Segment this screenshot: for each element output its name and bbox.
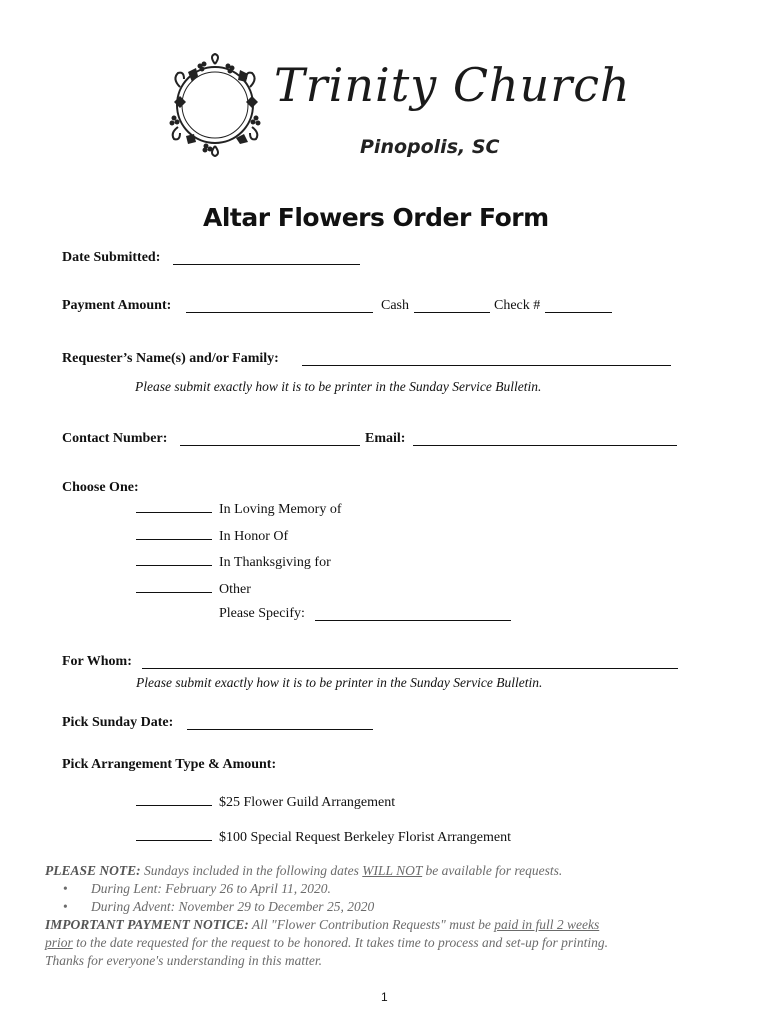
advent-dates-item [67,899,374,915]
choose-option-honor[interactable] [136,527,288,545]
requester-label: Requester’s Name(s) and/or Family: [62,351,279,366]
please-note-text: Sundays included in the following dates [140,863,363,878]
lent-dates-item [67,881,331,897]
check-label: Check # [494,298,541,313]
payment-notice-emphasis: paid in full 2 weeks [494,917,600,932]
arrangement-label: Pick Arrangement Type & Amount: [62,757,277,772]
arrangement-option-label: $25 Flower Guild Arrangement [219,795,396,810]
arrangement-option-25[interactable] [136,793,395,811]
payment-notice-line2 [45,935,608,951]
choice-blank[interactable] [136,500,212,513]
choose-option-thanksgiving[interactable] [136,553,331,571]
email-field[interactable] [413,431,677,446]
arrangement-option-label: $100 Special Request Berkeley Florist Arrangement [219,830,511,845]
payment-amount-label: Payment Amount: [62,298,172,313]
date-submitted-label: Date Submitted: [62,250,161,265]
choice-blank[interactable] [136,553,212,566]
check-number-field[interactable] [545,298,612,313]
church-location: Pinopolis, SC [360,136,500,158]
choose-option-other[interactable] [136,580,251,598]
form-title: Altar Flowers Order Form [203,203,549,232]
choose-option-label: Other [219,582,251,597]
grapevine-wreath-icon [160,52,270,158]
requester-name-field[interactable] [302,351,671,366]
please-note-emphasis: WILL NOT [362,863,423,878]
choice-blank[interactable] [136,828,212,841]
payment-notice-emphasis-2: prior [45,935,73,950]
choose-option-label: In Honor Of [219,529,289,544]
please-note [45,863,562,879]
payment-notice-line3: Thanks for everyone's understanding in this matter. [45,953,322,968]
payment-notice-heading: IMPORTANT PAYMENT NOTICE: [45,917,249,932]
contact-number-field[interactable] [180,431,360,446]
choice-blank[interactable] [136,527,212,540]
date-submitted-field[interactable] [173,250,360,265]
choose-one-label: Choose One: [62,480,139,495]
arrangement-option-100[interactable] [136,828,511,846]
please-note-heading: PLEASE NOTE: [45,863,141,878]
for-whom-label: For Whom: [62,654,132,669]
choose-option-label: In Thanksgiving for [219,555,331,570]
church-name: Trinity Church [274,58,631,112]
bulletin-note: Please submit exactly how it is to be printer in the Sunday Service Bulletin. [135,379,542,394]
choice-blank[interactable] [136,793,212,806]
page-number: 1 [381,990,388,1004]
cash-field[interactable] [414,298,490,313]
payment-notice-text-2: to the date requested for the request to be honored. It takes time to process and set-up for printing. [72,935,609,950]
pick-sunday-field[interactable] [187,715,373,730]
for-whom-field[interactable] [142,654,678,669]
choice-blank[interactable] [136,580,212,593]
advent-dates-text: During Advent: November 29 to December 25, 2020 [91,899,375,914]
payment-amount-field[interactable] [186,298,373,313]
please-specify-field[interactable] [315,606,511,621]
cash-label: Cash [381,298,409,313]
choose-option-memory[interactable] [136,500,341,518]
contact-number-label: Contact Number: [62,431,168,446]
email-label: Email: [365,431,406,446]
payment-notice-text: All "Flower Contribution Requests" must be [248,917,495,932]
pick-sunday-label: Pick Sunday Date: [62,715,174,730]
choose-option-label: In Loving Memory of [219,502,342,517]
please-note-text-end: be available for requests. [422,863,563,878]
lent-dates-text: During Lent: February 26 to April 11, 2020. [91,881,331,896]
payment-notice [45,917,599,933]
for-whom-note: Please submit exactly how it is to be printer in the Sunday Service Bulletin. [136,675,543,690]
please-specify-label: Please Specify: [219,606,305,621]
